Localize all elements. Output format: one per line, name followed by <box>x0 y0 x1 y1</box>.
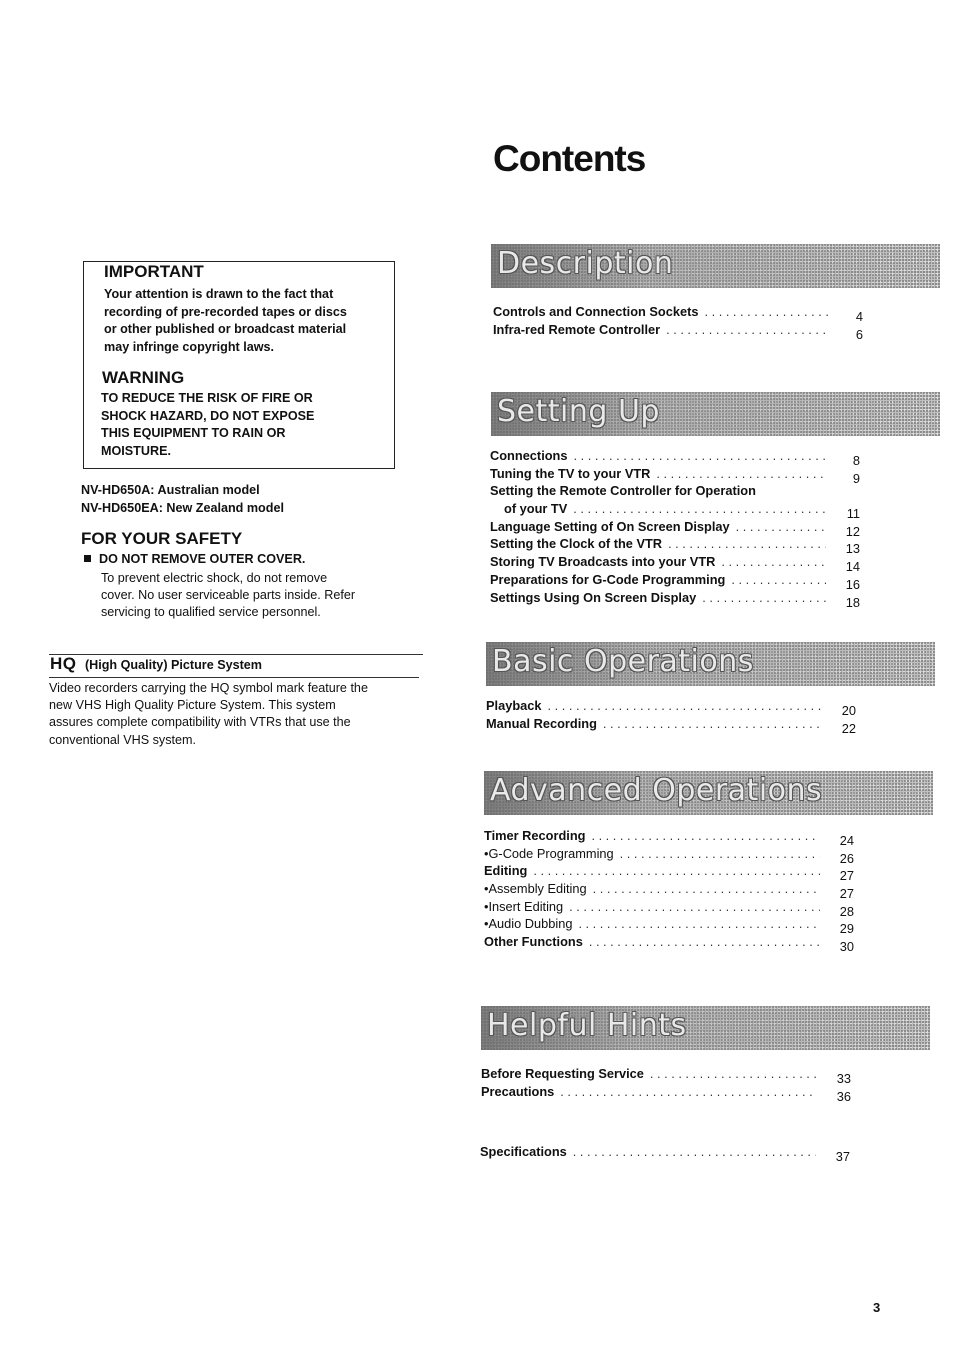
safety-line: servicing to qualified service personnel. <box>101 605 321 620</box>
dot-leader <box>591 828 820 843</box>
toc-entry[interactable] <box>484 863 854 884</box>
toc-setting-up <box>490 448 860 610</box>
toc-entry[interactable] <box>484 934 854 955</box>
toc-entry-page: 9 <box>852 470 860 486</box>
toc-description <box>493 304 863 342</box>
hq-line: new VHS High Quality Picture System. This system <box>49 698 336 713</box>
toc-entry-label: •Audio Dubbing <box>484 916 573 932</box>
dot-leader <box>650 1066 817 1081</box>
banner-label: Advanced Operations <box>490 773 823 808</box>
model-line: NV-HD650A: Australian model <box>81 483 260 497</box>
toc-entry[interactable] <box>480 1144 850 1162</box>
toc-entry-page: 11 <box>846 506 860 522</box>
toc-entry-label: •Insert Editing <box>484 898 564 914</box>
hq-text <box>49 680 368 749</box>
dot-leader <box>736 519 826 534</box>
dot-leader <box>548 698 823 713</box>
hq-bottom-rule <box>49 677 419 678</box>
toc-entry-page: 8 <box>852 453 860 468</box>
toc-entry-label: •Assembly Editing <box>484 881 587 897</box>
safety-item <box>84 551 305 569</box>
toc-entry-label: Infra-red Remote Controller <box>493 321 661 337</box>
toc-entry-page: 24 <box>839 833 854 848</box>
safety-text <box>101 570 355 622</box>
warning-heading: WARNING <box>102 368 185 387</box>
toc-entry-label: Connections <box>490 448 568 463</box>
warning-line: THIS EQUIPMENT TO RAIN OR <box>101 426 286 441</box>
important-line: may infringe copyright laws. <box>104 339 275 354</box>
banner-label: Description <box>497 246 674 281</box>
toc-entry-page: 37 <box>835 1149 850 1164</box>
toc-entry[interactable] <box>490 590 860 608</box>
dot-leader <box>731 572 826 587</box>
toc-entry[interactable] <box>490 448 860 466</box>
toc-entry-page: 20 <box>841 703 856 718</box>
toc-entry-label: Manual Recording <box>486 715 597 731</box>
toc-entry-page: 16 <box>845 576 860 592</box>
toc-entry-label: Other Functions <box>484 934 583 950</box>
toc-entry[interactable] <box>484 899 854 917</box>
model-list <box>81 482 284 517</box>
toc-entry-label: Timer Recording <box>484 828 586 843</box>
toc-entry-label: Setting the Clock of the VTR <box>490 536 663 552</box>
toc-entry-label: Language Setting of On Screen Display <box>490 518 730 534</box>
dot-leader <box>533 863 820 878</box>
toc-specifications <box>480 1144 850 1162</box>
toc-entry-page: 27 <box>839 868 854 884</box>
dot-leader <box>656 466 826 481</box>
important-heading: IMPORTANT <box>104 262 204 281</box>
toc-entry-page: 18 <box>845 594 860 610</box>
toc-entry[interactable] <box>490 519 860 537</box>
dot-leader <box>721 554 826 569</box>
important-line: Your attention is drawn to the fact that <box>104 287 334 301</box>
dot-leader <box>593 881 820 896</box>
toc-entry[interactable] <box>486 716 856 734</box>
toc-entry-page: 33 <box>836 1071 851 1086</box>
banner-label: Helpful Hints <box>487 1008 687 1043</box>
page-number: 3 <box>873 1300 881 1315</box>
toc-entry-label: Settings Using On Screen Display <box>490 589 697 605</box>
safety-heading: FOR YOUR SAFETY <box>81 529 243 548</box>
toc-basic-operations <box>486 698 856 736</box>
toc-entry-label: Playback <box>486 698 542 713</box>
dot-leader <box>603 716 822 731</box>
safety-item-text: DO NOT REMOVE OUTER COVER. <box>99 552 306 566</box>
important-line: recording of pre-recorded tapes or discs <box>104 304 347 319</box>
toc-entry-label: Before Requesting Service <box>481 1066 644 1081</box>
section-banner-basic-operations <box>486 642 935 686</box>
toc-entry[interactable] <box>490 466 860 484</box>
dot-leader <box>573 501 826 516</box>
hq-line: conventional VHS system. <box>49 732 196 747</box>
toc-helpful-hints <box>481 1066 851 1104</box>
toc-entry-label: Precautions <box>481 1083 555 1099</box>
dot-leader <box>589 934 820 949</box>
toc-entry[interactable] <box>490 483 860 501</box>
bullet-square-icon <box>84 555 91 562</box>
toc-entry-page: 4 <box>855 309 863 324</box>
toc-entry-label: Editing <box>484 863 528 879</box>
toc-entry-page: 27 <box>839 886 854 902</box>
dot-leader <box>578 916 820 931</box>
model-line: NV-HD650EA: New Zealand model <box>81 500 284 515</box>
banner-label: Setting Up <box>497 394 660 429</box>
toc-entry-page: 12 <box>845 523 860 539</box>
toc-entry-label: Setting the Remote Controller for Operation <box>490 483 756 499</box>
section-banner-helpful-hints <box>481 1006 930 1050</box>
toc-entry-page: 29 <box>839 921 854 937</box>
hq-heading-row <box>50 654 262 674</box>
dot-leader <box>666 322 829 337</box>
dot-leader <box>569 899 820 914</box>
toc-entry-page: 26 <box>839 850 854 866</box>
toc-entry-page: 30 <box>839 939 854 955</box>
toc-entry[interactable] <box>481 1084 851 1102</box>
toc-entry-label: Controls and Connection Sockets <box>493 304 699 319</box>
toc-entry-label: Specifications <box>480 1144 567 1159</box>
hq-logo: HQ <box>50 654 77 673</box>
toc-entry[interactable] <box>484 916 854 937</box>
toc-entry-label: Storing TV Broadcasts into your VTR <box>490 554 716 570</box>
dot-leader <box>704 304 829 319</box>
toc-advanced-operations <box>484 828 854 955</box>
toc-entry[interactable] <box>493 304 863 322</box>
important-line: or other published or broadcast material <box>104 322 347 337</box>
dot-leader <box>620 846 820 861</box>
safety-line: To prevent electric shock, do not remove <box>101 571 328 585</box>
toc-entry[interactable] <box>481 1066 851 1084</box>
toc-entry-page: 14 <box>845 559 860 575</box>
toc-entry[interactable] <box>484 828 854 846</box>
toc-entry-label: Tuning the TV to your VTR <box>490 465 651 481</box>
toc-entry-page: 28 <box>839 903 854 919</box>
dot-leader <box>702 590 826 605</box>
toc-entry[interactable] <box>490 536 860 557</box>
dot-leader <box>668 536 826 551</box>
page-title: Contents <box>493 138 646 179</box>
toc-entry[interactable] <box>486 698 856 716</box>
warning-line: TO REDUCE THE RISK OF FIRE OR <box>101 391 313 405</box>
toc-entry-page: 22 <box>841 720 856 736</box>
toc-entry[interactable] <box>484 846 854 864</box>
dot-leader <box>560 1084 817 1099</box>
warning-text <box>101 390 314 460</box>
toc-entry[interactable] <box>490 572 860 590</box>
important-text <box>104 286 347 356</box>
safety-line: cover. No user serviceable parts inside. Refer <box>101 588 356 603</box>
dot-leader <box>573 1144 816 1159</box>
toc-entry[interactable] <box>490 501 860 522</box>
banner-label: Basic Operations <box>492 644 754 679</box>
section-banner-description <box>491 244 940 288</box>
hq-line: assures complete compatibility with VTRs that use the <box>49 715 351 730</box>
toc-entry[interactable] <box>490 554 860 575</box>
toc-entry[interactable] <box>484 881 854 902</box>
toc-entry-label: Preparations for G-Code Programming <box>490 571 726 587</box>
toc-entry-page: 13 <box>845 541 860 557</box>
toc-entry-label: •G-Code Programming <box>484 845 614 861</box>
dot-leader <box>574 448 827 463</box>
warning-line: MOISTURE. <box>101 443 171 458</box>
hq-line: Video recorders carrying the HQ symbol mark feature the <box>49 681 368 695</box>
toc-entry[interactable] <box>493 322 863 340</box>
hq-heading: (High Quality) Picture System <box>84 658 263 672</box>
section-banner-setting-up <box>491 392 940 436</box>
warning-line: SHOCK HAZARD, DO NOT EXPOSE <box>101 408 315 423</box>
section-banner-advanced-operations <box>484 771 933 815</box>
toc-entry-page: 36 <box>836 1088 851 1104</box>
toc-entry-page: 6 <box>855 326 863 342</box>
toc-entry-label: of your TV <box>504 501 568 517</box>
